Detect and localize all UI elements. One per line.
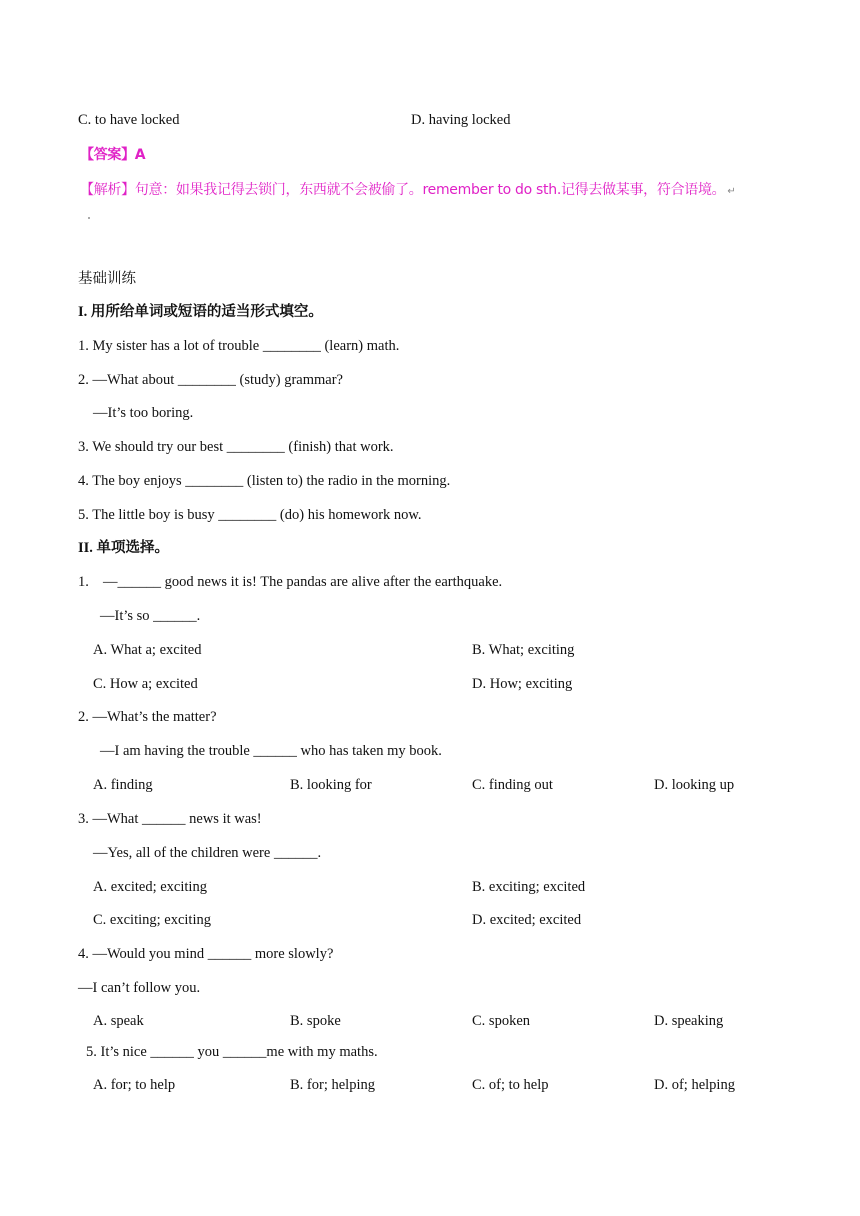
part2-q2-stem: 2. —What’s the matter? [78,709,217,725]
section-title: 基础训练 [78,271,136,287]
part2-q5-stem: 5. It’s nice ______ you ______me with my maths. [86,1044,378,1060]
part1-q2-reply: —It’s too boring. [93,405,194,421]
part2-q5-option-a: A. for; to help [93,1077,176,1093]
part2-q1-option-d: D. How; exciting [472,676,573,692]
part2-q1-option-a: A. What a; excited [93,642,202,658]
part2-q3-stem: 3. —What ______ news it was! [78,811,262,827]
part2-q1-number: 1. [78,574,89,590]
part2-q4-option-d: D. speaking [654,1013,724,1029]
part2-q3-option-d: D. excited; excited [472,912,582,928]
part2-q2-reply: —I am having the trouble ______ who has taken my book. [100,743,442,759]
part2-q2-option-d: D. looking up [654,777,735,793]
analysis-text [80,181,735,201]
part2-q4-stem: 4. —Would you mind ______ more slowly? [78,946,334,962]
part2-q4-option-b: B. spoke [290,1013,341,1029]
part2-q5-option-b: B. for; helping [290,1077,375,1093]
part2-q2-option-a: A. finding [93,777,153,793]
part1-q3: 3. We should try our best ________ (finish) that work. [78,439,394,455]
return-mark-icon: ↵ [727,186,736,197]
part1-q2-stem: 2. —What about ________ (study) grammar? [78,372,343,388]
part2-q1-option-b: B. What; exciting [472,642,575,658]
part2-q1-reply: —It’s so ______. [100,608,201,624]
part1-q1: 1. My sister has a lot of trouble ________ (learn) math. [78,338,400,354]
part2-q1-option-c: C. How a; excited [93,676,198,692]
part2-q5-option-c: C. of; to help [472,1077,549,1093]
part2-q3-option-c: C. exciting; exciting [93,912,211,928]
part2-q2-option-b: B. looking for [290,777,372,793]
part1-q4: 4. The boy enjoys ________ (listen to) the radio in the morning. [78,473,451,489]
part2-q3-reply: —Yes, all of the children were ______. [93,845,322,861]
analysis-content: 【解析】句意：如果我记得去锁门，东西就不会被偷了。remember to do sth.记得去做某事，符合语境。 [80,182,726,198]
part2-q5-option-d: D. of; helping [654,1077,735,1093]
part2-q3-option-a: A. excited; exciting [93,879,207,895]
part2-q4-option-a: A. speak [93,1013,144,1029]
prev-option-d: D. having locked [411,112,511,128]
answer-label: 【答案】A [80,147,146,163]
prev-option-c: C. to have locked [78,112,180,128]
part2-heading: II. 单项选择。 [78,540,170,556]
part1-q5: 5. The little boy is busy ________ (do) his homework now. [78,507,422,523]
stray-mark [88,217,90,219]
part2-q4-reply: —I can’t follow you. [78,980,201,996]
part2-q4-option-c: C. spoken [472,1013,530,1029]
part2-q1-stem: —______ good news it is! The pandas are alive after the earthquake. [103,574,503,590]
part2-q3-option-b: B. exciting; excited [472,879,586,895]
part2-q2-option-c: C. finding out [472,777,553,793]
part1-heading: I. 用所给单词或短语的适当形式填空。 [78,304,323,320]
